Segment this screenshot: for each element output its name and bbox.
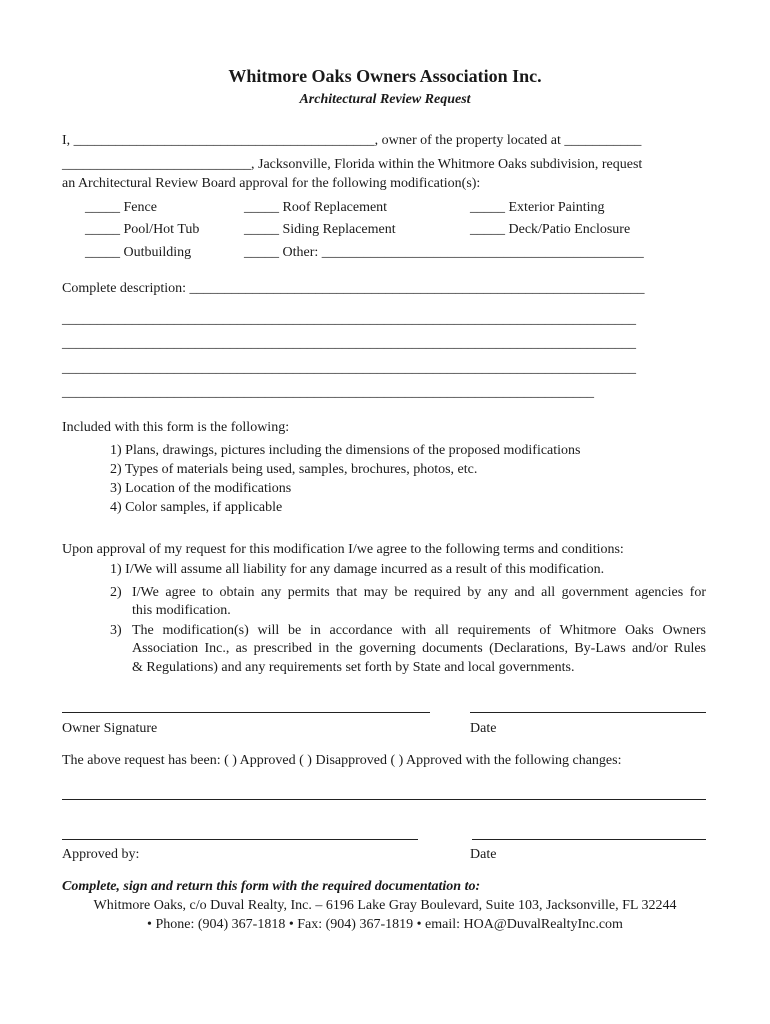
included-item-2: 2) Types of materials being used, samples, brochures, photos, etc. [110, 462, 478, 477]
approved-by-label: Approved by: [62, 847, 140, 862]
option-fence[interactable]: _____ Fence [85, 200, 157, 215]
approval-changes-line[interactable] [62, 799, 706, 800]
terms-item-3-line-2: Association Inc., as prescribed in the governing documents (Declarations, By-Laws and/or Rules [132, 641, 706, 656]
intro-line-2[interactable]: ___________________________, Jacksonville, Florida within the Whitmore Oaks subdivision, request [62, 157, 643, 172]
option-pool-hot-tub[interactable]: _____ Pool/Hot Tub [85, 222, 200, 237]
mailing-address: Whitmore Oaks, c/o Duval Realty, Inc. – 6196 Lake Gray Boulevard, Suite 103, Jacksonville, FL 32244 [93, 898, 677, 913]
included-item-3: 3) Location of the modifications [110, 481, 292, 496]
option-deck-patio-enclosure[interactable]: _____ Deck/Patio Enclosure [470, 222, 631, 237]
return-instructions: Complete, sign and return this form with the required documentation to: [62, 879, 481, 894]
terms-item-3-number: 3) [110, 623, 122, 638]
approval-date-line[interactable] [472, 839, 706, 840]
description-line-3[interactable]: __________________________________________________________________________________ [62, 361, 636, 376]
option-outbuilding[interactable]: _____ Outbuilding [85, 245, 192, 260]
document-title: Whitmore Oaks Owners Association Inc. [228, 66, 542, 86]
approved-by-line[interactable] [62, 839, 418, 840]
terms-heading: Upon approval of my request for this modification I/we agree to the following terms and conditions: [62, 542, 624, 557]
description-line-2[interactable]: __________________________________________________________________________________ [62, 336, 636, 351]
included-item-1: 1) Plans, drawings, pictures including the dimensions of the proposed modifications [110, 443, 581, 458]
option-roof-replacement[interactable]: _____ Roof Replacement [244, 200, 388, 215]
terms-item-3-line-3: & Regulations) and any requirements set forth by State and local governments. [132, 660, 575, 675]
description-line-4[interactable]: ____________________________________________________________________________ [62, 385, 594, 400]
terms-item-2-number: 2) [110, 585, 122, 600]
included-item-4: 4) Color samples, if applicable [110, 500, 283, 515]
description-line-1[interactable]: __________________________________________________________________________________ [62, 312, 636, 327]
description-label[interactable]: Complete description: _________________________________________________________________ [62, 281, 645, 296]
owner-signature-label: Owner Signature [62, 721, 158, 736]
approval-status-options[interactable]: The above request has been: ( ) Approved ( ) Disapproved ( ) Approved with the following changes: [62, 753, 622, 768]
owner-date-label: Date [470, 721, 497, 736]
terms-item-2-line-2: this modification. [132, 603, 231, 618]
document-subtitle: Architectural Review Request [299, 92, 471, 107]
approval-date-label: Date [470, 847, 497, 862]
terms-item-2-line-1: I/We agree to obtain any permits that may be required by any and all government agencies for [132, 585, 706, 600]
intro-line-3: an Architectural Review Board approval for the following modification(s): [62, 176, 481, 191]
terms-item-1: 1) I/We will assume all liability for any damage incurred as a result of this modification. [110, 562, 605, 577]
option-other[interactable]: _____ Other: ______________________________________________ [244, 245, 644, 260]
option-exterior-painting[interactable]: _____ Exterior Painting [470, 200, 605, 215]
owner-signature-line[interactable] [62, 712, 430, 713]
included-heading: Included with this form is the following: [62, 420, 290, 435]
terms-item-3-line-1: The modification(s) will be in accordance with all requirements of Whitmore Oaks Owners [132, 623, 706, 638]
owner-date-line[interactable] [470, 712, 706, 713]
option-siding-replacement[interactable]: _____ Siding Replacement [244, 222, 396, 237]
contact-info: • Phone: (904) 367-1818 • Fax: (904) 367-1819 • email: HOA@DuvalRealtyInc.com [147, 917, 623, 932]
intro-line-1[interactable]: I, ___________________________________________, owner of the property located at ___________ [62, 133, 642, 148]
